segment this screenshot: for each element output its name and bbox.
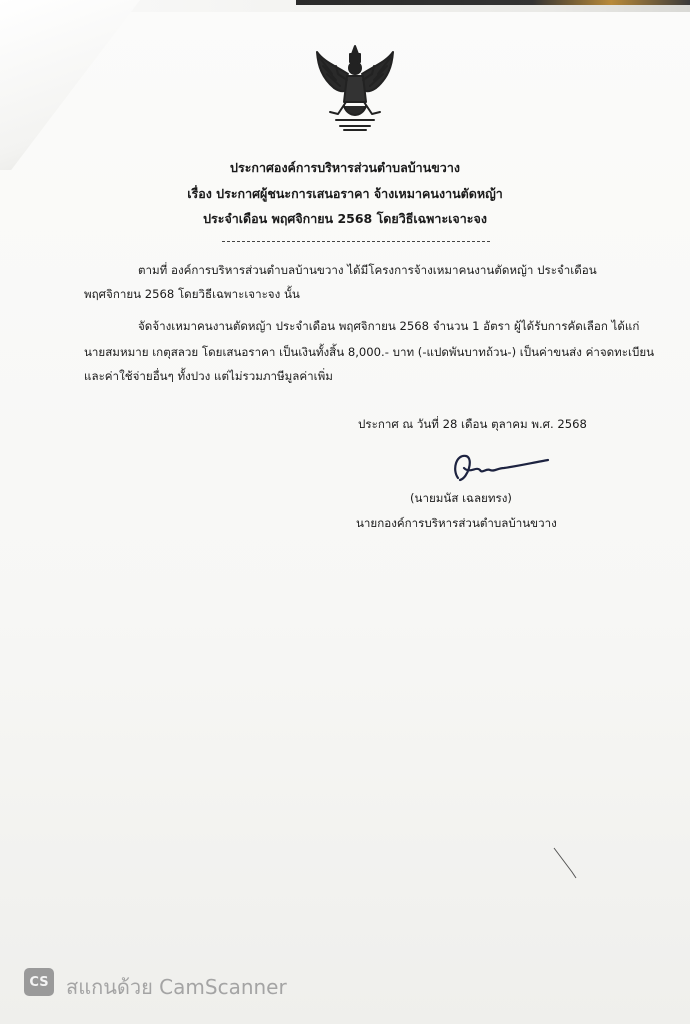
document-period: ประจำเดือน พฤศจิกายน 2568 โดยวิธีเฉพาะเจาะจง [203, 211, 487, 226]
dashed-divider [222, 241, 490, 242]
document-subject: เรื่อง ประกาศผู้ชนะการเสนอราคา จ้างเหมาคนงานตัดหญ้า [187, 186, 503, 201]
folded-corner [0, 0, 140, 170]
camscanner-logo-icon: CS [24, 968, 54, 996]
paragraph-1-line-2: พฤศจิกายน 2568 โดยวิธีเฉพาะเจาะจง นั้น [84, 287, 300, 301]
signer-title: นายกองค์การบริหารส่วนตำบลบ้านขวาง [356, 516, 557, 530]
garuda-emblem-icon [314, 44, 396, 136]
camscanner-watermark: สแกนด้วย CamScanner [66, 975, 287, 999]
top-edge-strip [296, 0, 690, 5]
paragraph-2-line-1: จัดจ้างเหมาคนงานตัดหญ้า ประจำเดือน พฤศจิกายน 2568 จำนวน 1 อัตรา ผู้ได้รับการคัดเลือก ได้แก่ [138, 319, 640, 333]
signer-name: (นายมนัส เฉลยทรง) [410, 491, 512, 505]
paragraph-2-line-2: นายสมหมาย เกตุสลวย โดยเสนอราคา เป็นเงินทั้งสิ้น 8,000.- บาท (-แปดพันบาทถ้วน-) เป็นค่าขนส่ง ค่าจดทะเบียน [84, 345, 655, 359]
handwritten-signature [448, 448, 552, 488]
pen-mark [552, 846, 578, 880]
announce-date: ประกาศ ณ วันที่ 28 เดือน ตุลาคม พ.ศ. 2568 [358, 417, 587, 431]
paragraph-1-line-1: ตามที่ องค์การบริหารส่วนตำบลบ้านขวาง ได้มีโครงการจ้างเหมาคนงานตัดหญ้า ประจำเดือน [138, 263, 597, 277]
document-title: ประกาศองค์การบริหารส่วนตำบลบ้านขวาง [230, 160, 460, 175]
paragraph-2-line-3: และค่าใช้จ่ายอื่นๆ ทั้งปวง แต่ไม่รวมภาษีมูลค่าเพิ่ม [84, 369, 333, 383]
